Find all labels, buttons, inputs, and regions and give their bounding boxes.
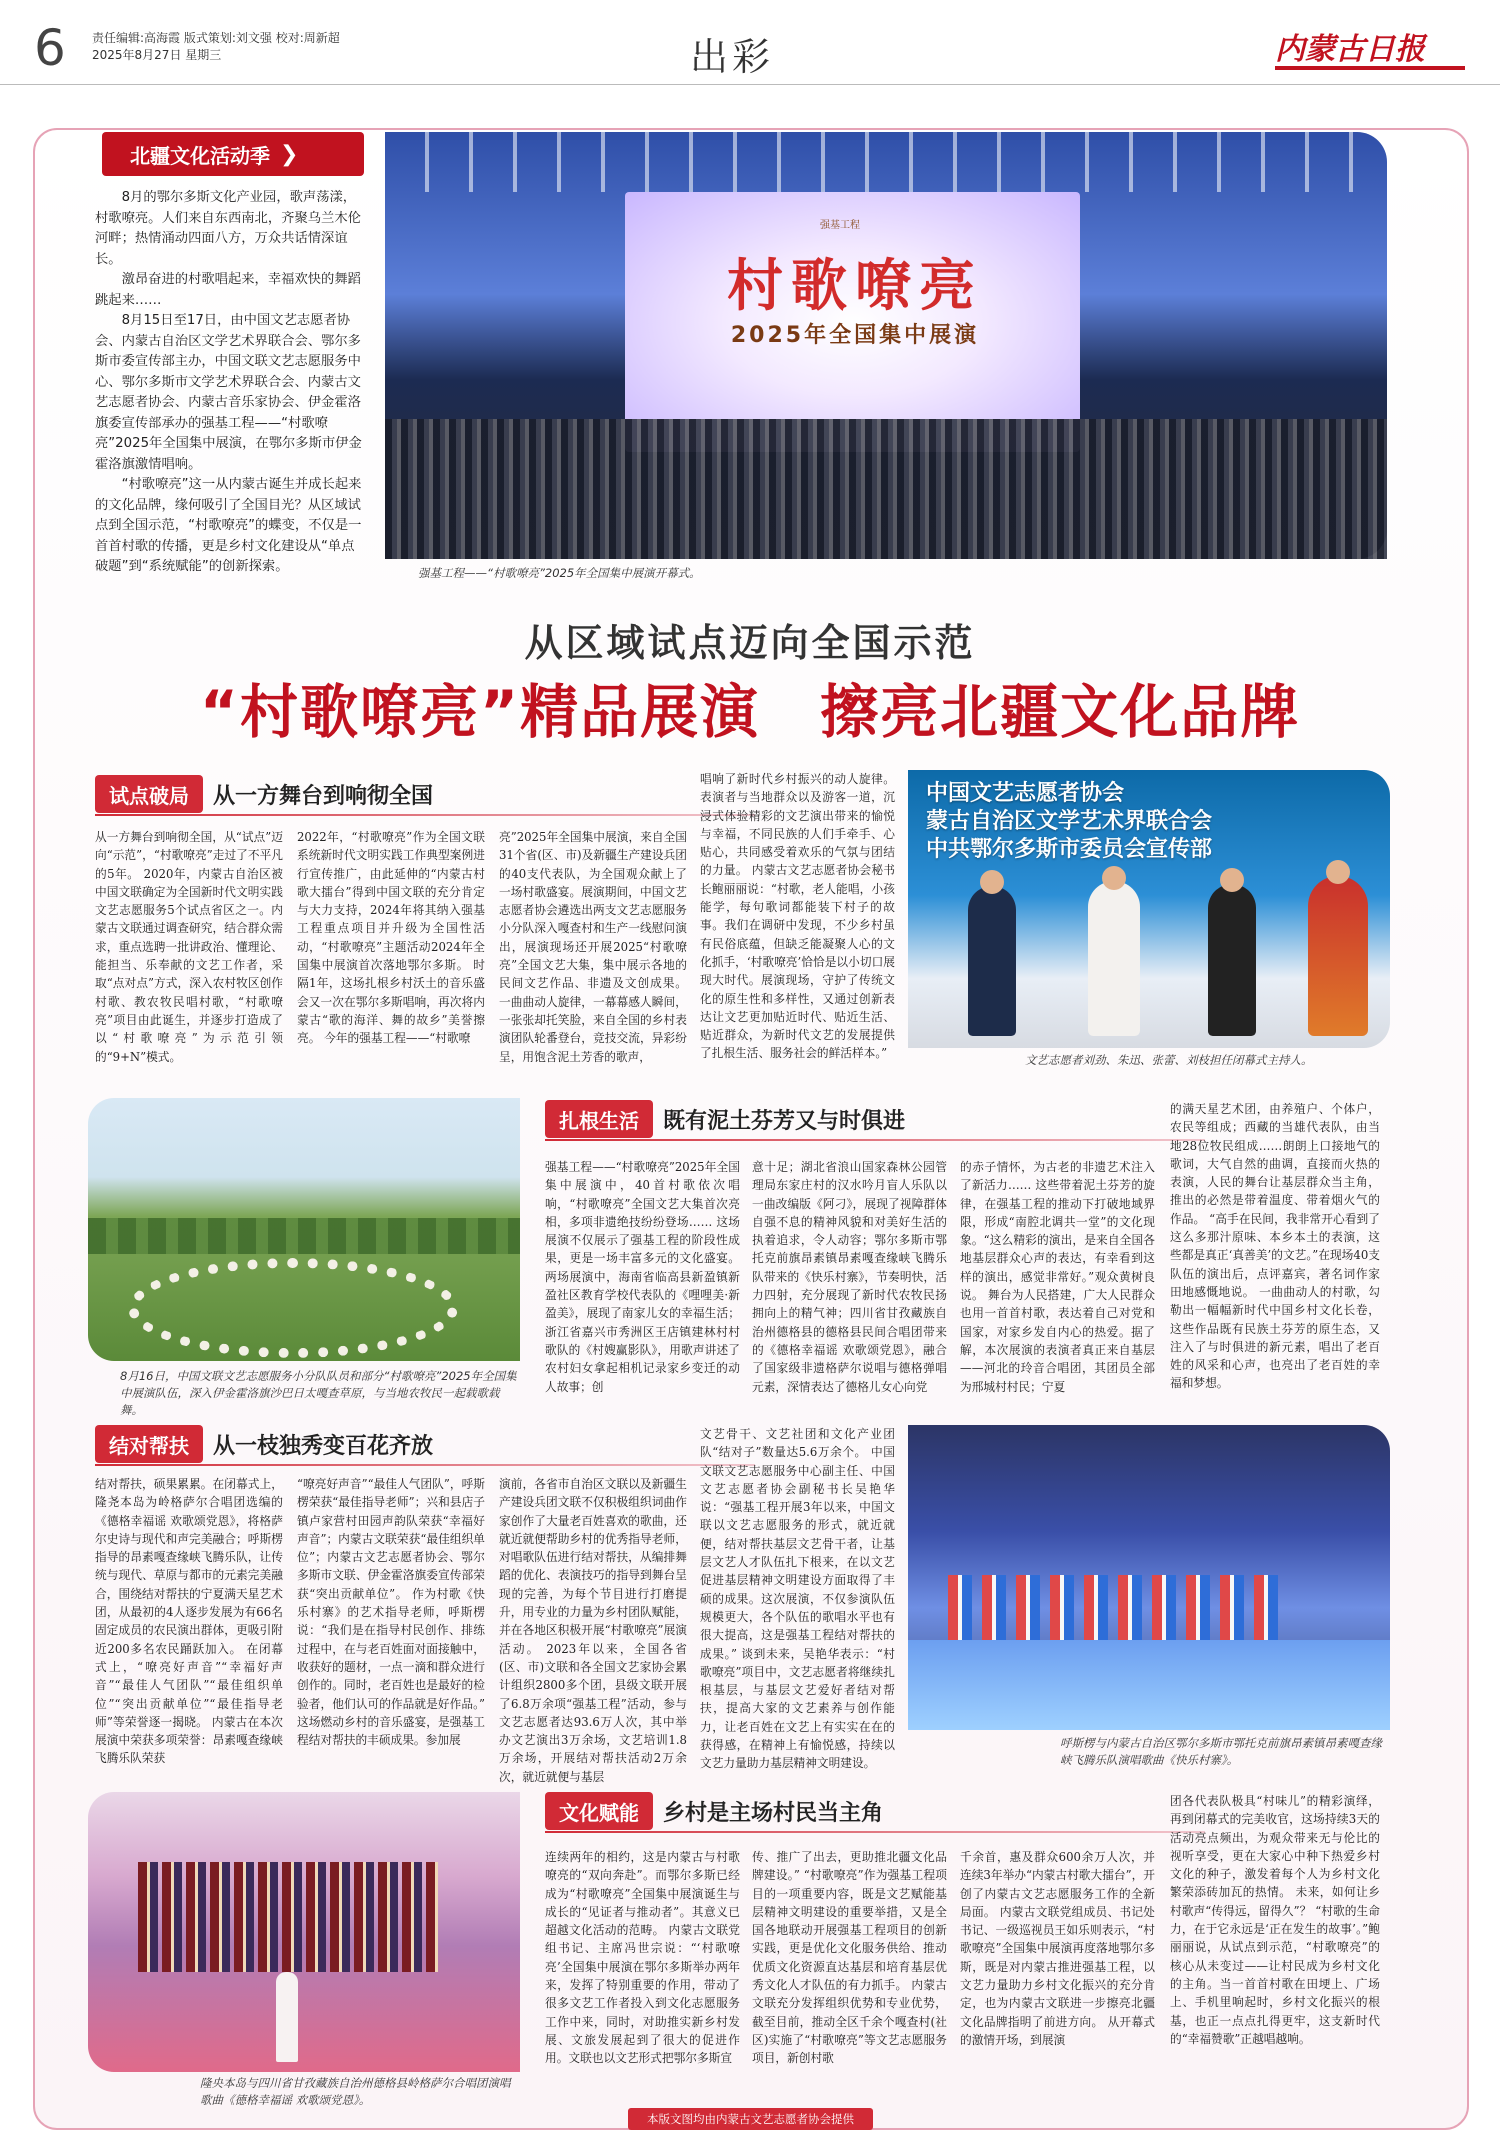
section-heading-empower (545, 1792, 1205, 1830)
section-title: 乡村是主场村民当主角 (663, 1800, 884, 1826)
choir-soloist (276, 1972, 298, 2062)
choir-photo (88, 1792, 520, 2072)
section-tag: 结对帮扶 (95, 1425, 203, 1463)
section-heading-pairing (95, 1425, 755, 1463)
photo-credit-bar: 本版文图均由内蒙古文艺志愿者协会提供 (628, 2108, 873, 2130)
intro-paragraph: 8月15日至17日，由中国文艺志愿者协会、内蒙古自治区文学艺术界联合会、鄂尔多斯市委宣传部主办，中国文联文艺志愿服务中心、鄂尔多斯市文学艺术界联合会、内蒙古文艺志愿者协会、内蒙古音乐家协会、伊金霍洛旗委宣传部承办的强基工程——“村歌嘹亮”2025年全国集中展演，在鄂尔多斯市伊金霍洛旗激情唱响。 (95, 313, 362, 472)
article-column: 传、推广了出去，更助推北疆文化品牌建设。” “村歌嘹亮”作为强基工程项目的一项重要内容，既是文艺赋能基层精神文明建设的重要举措，又是全国各地联动开展强基工程项目的创新实践，更是优化文化服务供给、推动优质文化资源直达基层和培育基层优秀文化人才队伍的有力抓手。 内蒙古文联充分发挥组织优势和专业优势，截至目前，推动全区千余个嘎查村(社区)实施了“村歌嘹亮”等文艺志愿服务项目，新创村歌 (752, 1850, 947, 2066)
section-heading-pilot (95, 775, 755, 813)
article-column: 演前，各省市自治区文联以及新疆生产建设兵团文联不仅积极组织词曲作家创作了大量老百姓喜欢的歌曲，还就近就便帮助乡村的优秀指导老师，对唱歌队伍进行结对帮扶，从编排舞蹈的优化、表演技巧的指导到舞台呈现的完善，为每个节目进行打磨提升，用专业的力量为乡村团队赋能，并在各地区积极开展“村歌嘹亮”展演活动。 2023年以来，全国各省(区、市)文联和各全国文艺家协会累计组织2800多个团，县级文联开展了6.8万余项“强基工程”活动，参与文艺志愿者达93.6万人次，其中举办文艺演出3万余场，文艺培训1.8万余场，开展结对帮扶活动2万余次，就近就便与基层 (499, 1477, 687, 1784)
section-name: 出彩 (690, 35, 775, 79)
section-title: 从一方舞台到响彻全国 (213, 783, 434, 809)
stage-subtitle: 2025年全国集中展演 (730, 323, 980, 348)
section-rule (545, 1139, 1205, 1141)
section-title: 既有泥土芬芳又与时俱进 (663, 1108, 906, 1134)
article-column: 意十足；湖北省浪山国家森林公园管理局东家庄村的汉水吟月盲人乐队以一曲改编版《阿刁》，展现了视障群体自强不息的精神风貌和对美好生活的执着追求，令人动容；鄂尔多斯市鄂托克前旗昂素镇昂素嘎查缘峡飞腾乐队带来的《快乐村寨》，节奏明快，活力四射，充分展现了新时代农牧民扬拥向上的精气神；四川省甘孜藏族自治州德格县的德格县民间合唱团带来的《德格幸福谣 欢歌颂党恩》，融合了国家级非遗格萨尔说唱与德格弹唱元素，深情表达了德格儿女心向党 (752, 1160, 947, 1394)
campaign-tag (102, 132, 364, 176)
article-column: 结对帮扶，硕果累累。在闭幕式上，隆尧本岛为岭格萨尔合唱团选编的《德格幸福谣 欢歌颂党恩》，将格萨尔史诗与现代和声完美融合；呼斯楞指导的昂素嘎查缘峡飞腾乐队，让传统与现代、草原与都市的元素完美融合，围绕结对帮扶的宁夏满天星艺术团，从最初的4人逐步发展为有66名固定成员的农民演出群体，更吸引附近200多名农民踊跃加入。 在闭幕式上，“嘹亮好声音”“幸福好声音”“最佳人气团队”“最佳组织单位”“突出贡献单位”“最佳指导老师”等荣誉逐一揭晓。 内蒙古在本次展演中荣获多项荣誉：昂素嘎查缘峡飞腾乐队荣获 (95, 1477, 283, 1766)
stage-seal-text: 强基工程 (820, 220, 860, 231)
host-figure (1088, 881, 1140, 1036)
field-photo (88, 1098, 520, 1361)
article-column: 的满天星艺术团，由养殖户、个体户，农民等组成；西藏的当雄代表队，由当地28位牧民组成……朗朗上口接地气的歌词，大气自然的曲调，直接而火热的表演，人民的舞台让基层群众当主角，推出的必然是带着温度、带着烟火气的作品。 “高手在民间，我非常开心看到了这么多那汁原味、本乡本土的表演，这些都是真正‘真善美’的文艺。”在现场40支队伍的演出后，点评嘉宾，著名词作家田地感慨地说。 一曲曲动人的村歌，勾勒出一幅幅新时代中国乡村文化长卷，这些作品既有民族土芬芳的原生态，又注入了与时俱进的新元素，唱出了老百姓的风采和心声，也亮出了老百姓的幸福和梦想。 (1170, 1102, 1380, 1391)
staff-credits (92, 30, 340, 64)
masthead (0, 0, 1500, 85)
host-head (1326, 860, 1350, 884)
logo-text: 内蒙古日报 (1275, 32, 1425, 67)
article-column: “嘹亮好声音”“最佳人气团队”，呼斯楞荣获“最佳指导老师”；兴和县店子镇卢家营村田园声韵队荣获“幸福好声音”；内蒙古文联荣获“最佳组织单位”；内蒙古文艺志愿者协会、鄂尔多斯市文联、伊金霍洛旗委宣传部荣获“突出贡献单位”。 作为村歌《快乐村寨》的艺术指导老师，呼斯楞说：“我们是在指导村民创作、排练过程中，在与老百姓面对面接触中，收获好的题材，一点一滴和群众进行创作的。同时，老百姓也是最好的检验者，他们认可的作品就是好作品。” 这场燃动乡村的音乐盛宴，是强基工程结对帮扶的丰硕成果。参加展 (297, 1477, 485, 1748)
choir-photo-caption: 隆央本岛与四川省甘孜藏族自治州德格县岭格萨尔合唱团演唱歌曲《德格幸福谣 欢歌颂党恩》。 (200, 2076, 511, 2107)
article-column: 千余首，惠及群众600余万人次，并连续3年举办“内蒙古村歌大擂台”，开创了内蒙古文艺志愿服务工作的全新局面。 内蒙古文联党组成员、书记处书记、一级巡视员王如乐则表示，“村歌嘹亮”全国集中展演再度落地鄂尔多斯，既是对内蒙古推进强基工程，以文艺力量助力乡村文化振兴的充分肯定，也为内蒙古文联进一步擦亮北疆文化品牌指明了前进方向。 从开幕式的激情开场，到展演 (960, 1850, 1155, 2047)
stage-photo-caption: 强基工程——“村歌嘹亮”2025年全国集中展演开幕式。 (418, 566, 701, 580)
article-column: 连续两年的相约，这是内蒙古与村歌嘹亮的“双向奔赴”。而鄂尔多斯已经成为“村歌嘹亮”全国集中展演诞生与成长的“见证者与推动者”。其意义已超越文化活动的范畴。 内蒙古文联党组书记、主席冯世宗说：“‘村歌嘹亮’全国集中展演在鄂尔多斯举办两年来，发挥了特别重要的作用，带动了很多文艺工作者投入到文化志愿服务工作中来，同时，对助推实新乡村发展、文旅发展起到了很大的促进作用。文联也以文艺形式把鄂尔多斯宣 (545, 1850, 740, 2066)
campaign-tag-label: 北疆文化活动季 (130, 143, 270, 168)
article-column: 2022年，“村歌嘹亮”作为全国文联系统新时代文明实践工作典型案例进行宣传推广，由此延伸的“内蒙古村歌大擂台”得到中国文联的充分肯定与大力支持，2024年将其纳入强基工程重点项目并升级为全国性活动，“村歌嘹亮”主题活动2024年全国集中展演首次落地鄂尔多斯。 时隔1年，这场扎根乡村沃土的音乐盛会又一次在鄂尔多斯唱响，再次将内蒙古“歌的海洋、舞的故乡”美誉擦亮。 今年的强基工程——“村歌嘹 (297, 830, 485, 1046)
section-tag: 文化赋能 (545, 1792, 653, 1830)
host-head (980, 870, 1004, 894)
dancer-circle (128, 1258, 458, 1358)
chevron-right-icon: ❯ (280, 141, 299, 167)
host-head (1102, 866, 1126, 890)
hosts-photo-caption: 文艺志愿者刘劲、朱迅、张蕾、刘枝担任闭幕式主持人。 (1025, 1053, 1313, 1067)
section-title: 从一枝独秀变百花齐放 (213, 1433, 434, 1459)
stage-lights (385, 132, 1387, 192)
article-column: 文艺骨干、文艺社团和文化产业团队“结对子”数量达5.6万余个。 中国文联文艺志愿服务中心副主任、中国文艺志愿者协会副秘书长吴艳华说：“强基工程开展3年以来，中国文联以文艺志愿服务的形式，就近就便，结对帮扶基层文艺骨干者，让基层文艺人才队伍扎下根来，在以文艺促进基层精神文明建设方面取得了丰硕的成果。这次展演，不仅参演队伍规模更大，各个队伍的歌唱水平也有很大提高，这是强基工程结对帮扶的成果。” 谈到未来，吴艳华表示：“村歌嘹亮”项目中，文艺志愿者将继续扎根基层，与基层文艺爱好者结对帮扶，提高大家的文艺素养与创作能力，让老百姓在文艺上有实实在在的获得感，在精神上有愉悦感，持续以文艺力量助力基层精神文明建设。 (700, 1427, 895, 1771)
dance-photo-caption: 呼斯楞与内蒙古自治区鄂尔多斯市鄂托克前旗昂素镇昂素嘎查缘峡飞腾乐队演唱歌曲《快乐村寨》。 (1060, 1736, 1382, 1767)
intro-paragraph: 激昂奋进的村歌唱起来，幸福欢快的舞蹈跳起来…… (95, 272, 361, 308)
choir-rows (138, 1862, 438, 1972)
staff-line-editors: 责任编辑:高海霞 版式策划:刘文强 校对:周新超 (92, 31, 340, 45)
hosts-photo (908, 770, 1390, 1048)
dance-photo (908, 1425, 1390, 1730)
main-headline: “村歌嘹亮”精品展演 擦亮北疆文化品牌 (199, 678, 1301, 746)
page-number: 6 (34, 19, 66, 77)
newspaper-logo (1275, 24, 1465, 70)
article-column: 唱响了新时代乡村振兴的动人旋律。表演者与当地群众以及游客一道，沉浸式体验精彩的文艺演出带来的愉悦与幸福，不同民族的人们手牵手、心贴心，共同感受着欢乐的气氛与团结的力量。 内蒙古文艺志愿者协会秘书长鲍丽丽说：“村歌，老人能唱，小孩能学，每句歌词都能装下村子的故事。我们在调研中发现，不少乡村虽有民俗底蕴，但缺乏能凝聚人心的文化抓手，‘村歌嘹亮’恰恰是以小切口展现大时代。展演现场，守护了传统文化的原生性和多样性，又通过创新表达让文艺更加贴近时代、贴近生活、贴近群众，为新时代文艺的发展提供了扎根生活、服务社会的鲜活样本。” (700, 772, 895, 1061)
stage-photo (385, 132, 1387, 559)
hosts-backdrop-text: 中国文艺志愿者协会 蒙古自治区文学艺术界联合会 中共鄂尔多斯市委员会宣传部 (926, 781, 1213, 862)
host-head (1220, 868, 1244, 892)
article-column: 的赤子情怀，为古老的非遗艺术注入了新活力…… 这些带着泥土芬芳的旋律，在强基工程的推动下打破地域界限，形成“南腔北调共一堂”的文化现象。“这么精彩的演出，是来自全国各地基层群众心声的表达，有幸看到这样的演出，感觉非常好。”观众黄树良说。 舞台为人民搭建，广大人民群众也用一首首村歌，表达着自己对党和国家，对家乡发自内心的热爱。据了解，本次展演的表演者真正来自基层——河北的玲音合唱团，其团员全部为邢城村村民；宁夏 (960, 1160, 1155, 1394)
section-rule (545, 1831, 1205, 1833)
host-figure (1308, 876, 1368, 1036)
article-column: 团各代表队极具“村味儿”的精彩演绎，再到闭幕式的完美收官，这场持续3天的活动亮点频出，为观众带来无与伦比的视听享受，更在大家心中种下热爱乡村文化的种子，激发着每个人为乡村文化繁荣添砖加瓦的热情。 未来，如何让乡村歌声“传得远，留得久”？ “村歌的生命力，在于它永远是‘正在发生的故事’。”鲍丽丽说，从试点到示范，“村歌嘹亮”的核心从未变过——让村民成为乡村文化的主角。当一首首村歌在田埂上、广场上、手机里响起时，乡村文化振兴的根基，也正一点点扎得更牢，这支新时代的“幸福赞歌”正越唱越响。 (1170, 1794, 1380, 2046)
host-figure (968, 886, 1016, 1036)
treeline (88, 1218, 520, 1254)
article-column: 强基工程——“村歌嘹亮”2025年全国集中展演中，40首村歌依次唱响，“村歌嘹亮”全国文艺大集首次亮相，多项非遗绝技纷纷登场…… 这场展演不仅展示了强基工程的阶段性成果，更是一场丰富多元的文化盛宴。 两场展演中，海南省临高县新盈镇新盈社区教育学校代表队的《哩哩美·新盈美》，展现了南家儿女的幸福生活；浙江省嘉兴市秀洲区王店镇建林村村歌队的《村嫂赢影队》，用歌声讲述了农村妇女拿起相机记录家乡变迁的动人故事；创 (545, 1160, 740, 1394)
host-figure (1208, 884, 1256, 1036)
intro-paragraph: “村歌嘹亮”这一从内蒙古诞生并成长起来的文化品牌，缘何吸引了全国目光？从区域试点到全国示范，“村歌嘹亮”的蝶变，不仅是一首首村歌的传播，更是乡村文化建设从“单点破题”到“系统赋能”的创新探索。 (95, 477, 362, 574)
section-rule (95, 1464, 755, 1466)
staff-line-date: 2025年8月27日 星期三 (92, 48, 222, 62)
field-photo-caption: 8月16日，中国文联文艺志愿服务小分队队员和部分“村歌嘹亮”2025年全国集中展演队伍，深入伊金霍洛旗沙巴日太嘎查草原，与当地农牧民一起载歌载舞。 (120, 1369, 517, 1417)
section-tag: 试点破局 (95, 775, 203, 813)
audience (385, 419, 1387, 559)
intro-text (95, 188, 363, 578)
section-heading-rooted (545, 1100, 1205, 1138)
kicker-headline: 从区域试点迈向全国示范 (524, 620, 976, 665)
stage-floor (908, 1640, 1390, 1730)
intro-paragraph: 8月的鄂尔多斯文化产业园，歌声荡漾，村歌嘹亮。人们来自东西南北，齐聚乌兰木伦河畔；热情涌动四面八方，万众共话情深谊长。 (95, 190, 361, 267)
stage-main-title: 村歌嘹亮 (727, 253, 983, 319)
article-column: 从一方舞台到响彻全国，从“试点”迈向“示范”，“村歌嘹亮”走过了不平凡的5年。 2020年，内蒙古自治区被中国文联确定为全国新时代文明实践文艺志愿服务5个试点省区之一。内蒙古文联通过调查研究，结合群众需求，重点选聘一批讲政治、懂理论、能担当、乐奉献的文艺工作者，采取“点对点”方式，深入农村牧区创作村歌、教农牧民唱村歌，“村歌嘹亮”项目由此诞生，并逐步打造成了以“村歌嘹亮”为示范引领的“9+N”模式。 (95, 830, 283, 1064)
section-rule (95, 814, 755, 816)
section-tag: 扎根生活 (545, 1100, 653, 1138)
article-column: 亮”2025年全国集中展演，来自全国31个省(区、市)及新疆生产建设兵团的40支代表队，为全国观众献上了一场村歌盛宴。展演期间，中国文艺志愿者协会遴选出两支文艺志愿服务小分队深入嘎查村和生产一线慰问演出，展演现场还开展2025“村歌嘹亮”全国文艺大集，集中展示各地的民间文艺作品、非遗及文创成果。 一曲曲动人旋律，一幕幕感人瞬间，一张张却托笑脸，来自全国的乡村表演团队轮番登台，竞技交流，异彩纷呈，用饱含泥土芳香的歌声， (499, 830, 687, 1064)
